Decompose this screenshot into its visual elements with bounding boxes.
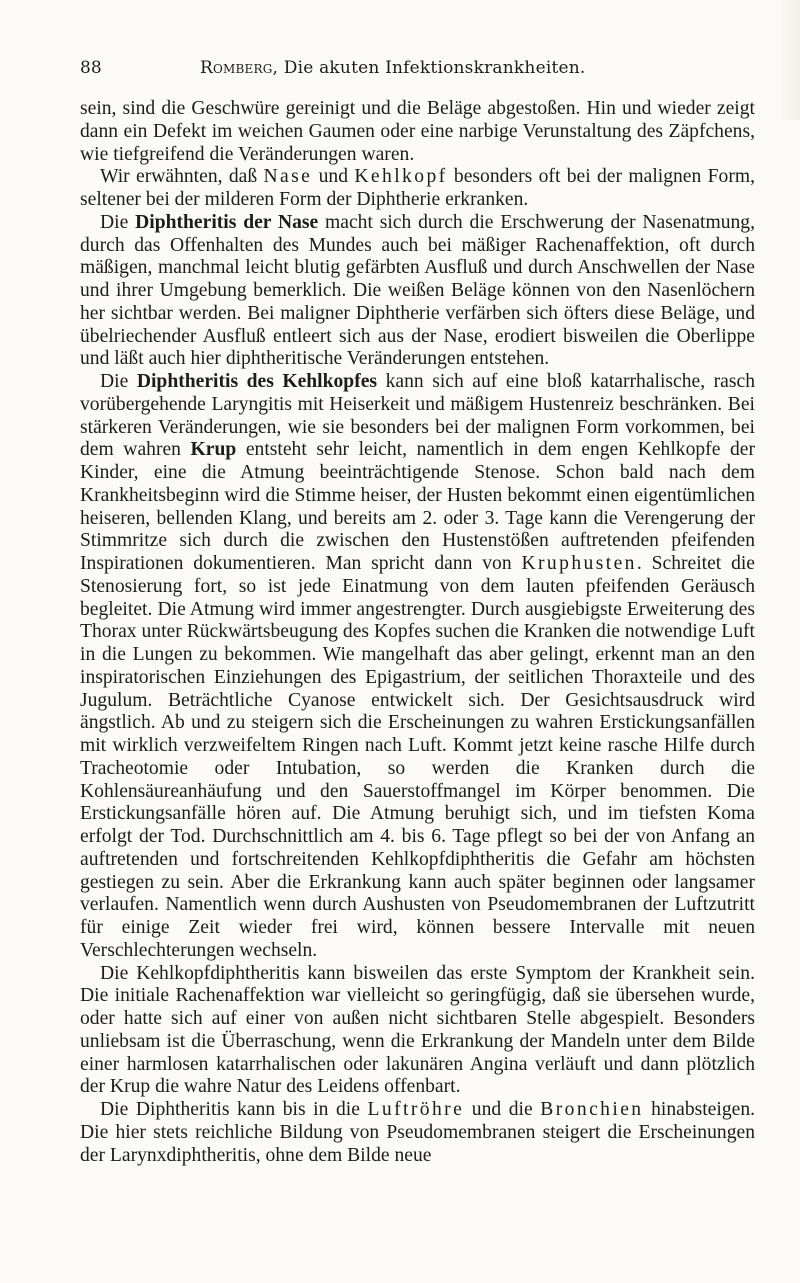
spaced-term: Nase [263, 166, 313, 188]
paragraph-p3 [80, 212, 755, 371]
text-run: macht sich durch die Erschwerung der Nasenatmung, durch das Offenhalten des Mundes auch bei mäßiger Rachenaffektion, oft durch mäßigen, manchmal leicht blutig gefärbten Ausfluß und durch Anschwellen der Nase und ihrer Umgebung bemerklich. Die weißen Beläge können von den Nasenlöchern her sichtbar werden. Bei maligner Diphtherie verfärben sich öfters diese Beläge, und übelriechender Ausfluß entleert sich aus der Nase, erodiert bisweilen die Oberlippe und läßt auch hier diphtheritische Veränderungen entstehen. [80, 211, 755, 370]
text-run: Die [100, 371, 137, 392]
spaced-term: Luftröhre [367, 1099, 465, 1120]
text-run: Die Kehlkopfdiphtheritis kann bisweilen das erste Symptom der Krankheit sein. Die initiale Rachenaffektion war vielleicht so geringfügig, daß sie übersehen wurde, oder hatte sich auf einer von außen nicht sichtbaren Stelle abgespielt. Besonders unliebsam ist die Überraschung, wenn die Erkrankung der Mandeln unter dem Bilde einer harmlosen katarrhalischen oder lakunären Angina verläuft und dann plötzlich der Krup die wahre Natur des Leidens offenbart. [80, 962, 755, 1098]
text-run: entsteht sehr leicht, namentlich in dem engen Kehlkopfe der Kinder, eine die Atmung beeinträchtigende Stenose. Schon bald nach dem Krankheitsbeginn wird die Stimme heiser, der Husten bekommt einen eigentümlichen heiseren, bellenden Klang, und bereits am 2. oder 3. Tage kann die Verengerung der Stimmritze sich durch die zwischen den Hustenstößen auftretenden pfeifenden Inspirationen dokumentieren. Man spricht dann von [80, 439, 755, 574]
bold-term: Diphtheritis des Kehlkopfes [136, 371, 378, 392]
text-run: Die Diphtheritis kann bis in die [100, 1099, 368, 1120]
text-run: . Schreitet die Stenosierung fort, so ist jede Einatmung von dem lauten pfeifenden Geräusch begleitet. Die Atmung wird immer angestrengter. Durch ausgiebigste Erweiterung des Thorax unter Rückwärtsbeugung des Kopfes suchen die Kranken die notwendige Luft in die Lungen zu bekommen. Wie mangelhaft das aber gelingt, erkennt man an den inspiratorischen Einziehungen des Epigastrium, der seitlichen Thoraxteile und des Jugulum. Beträchtliche Cyanose entwickelt sich. Der Gesichtsausdruck wird ängstlich. Ab und zu steigern sich die Erscheinungen zu wahren Erstickungsanfällen mit wirklich verzweifeltem Ringen nach Luft. Kommt jetzt keine rasche Hilfe durch Tracheotomie oder Intubation, so werden die Kranken durch die Kohlensäureanhäufung und den Sauerstoffmangel im Körper benommen. Die Erstickungsanfälle hören auf. Die Atmung beruhigt sich, und im tiefsten Koma erfolgt der Tod. Durchschnittlich am 4. bis 6. Tage pflegt so bei der von Anfang an auftretenden und fortschreitenden Kehlkopfdiphtheritis die Gefahr am höchsten gestiegen zu sein. Aber die Erkrankung kann auch später beginnen oder langsamer verlaufen. Namentlich wenn durch Aushusten von Pseudomembranen der Luftzutritt für einige Zeit wieder frei wird, können bessere Intervalle mit neuen Verschlechterungen wechseln. [80, 553, 756, 961]
paragraph-p4 [80, 371, 755, 963]
text-run: kann sich auf eine bloß katarrhalische, rasch vorübergehende Laryngitis mit Heiserkeit und mäßigem Hustenreiz beschränken. Bei stärkeren Veränderungen, wie sie besonders bei der malignen Form vorkommen, bei dem wahren [80, 371, 755, 461]
body-text [80, 98, 755, 1167]
paragraph-p2 [80, 166, 755, 212]
page-edge-stain [780, 0, 800, 120]
text-run: Die [100, 211, 136, 233]
text-run: und die [464, 1099, 541, 1120]
paragraph-p6 [80, 1099, 755, 1167]
bold-term: Diphtheritis der Nase [135, 211, 319, 233]
text-run: sein, sind die Geschwüre gereinigt und die Beläge abgestoßen. Hin und wieder zeigt dann ein Defekt im weichen Gaumen oder eine narbige Verunstaltung des Zäpfchens, wie tiefgreifend die Veränderungen waren. [80, 98, 755, 165]
paragraph-p1 [80, 98, 755, 166]
text-run: Wir erwähnten, daß [100, 166, 264, 188]
page-header [80, 52, 755, 82]
text-run: und [312, 166, 355, 188]
running-head-author: Romberg, [200, 58, 279, 78]
text-run: besonders oft bei der malignen Form, seltener bei der milderen Form der Diphtherie erkranken. [80, 166, 755, 210]
text-run: hinabsteigen. Die hier stets reichliche Bildung von Pseudomembranen steigert die Erscheinungen der Larynxdiphtheritis, ohne dem Bilde neue [80, 1099, 756, 1166]
running-head [200, 58, 586, 78]
spaced-term: Kehlkopf [354, 166, 448, 188]
bold-term: Krup [190, 439, 237, 461]
running-head-title: Die akuten Infektionskrankheiten. [283, 58, 586, 78]
paragraph-p5 [80, 963, 755, 1100]
page-number: 88 [80, 58, 102, 78]
spaced-term: Bronchien [540, 1099, 644, 1120]
spaced-term: Kruphusten [521, 553, 637, 574]
